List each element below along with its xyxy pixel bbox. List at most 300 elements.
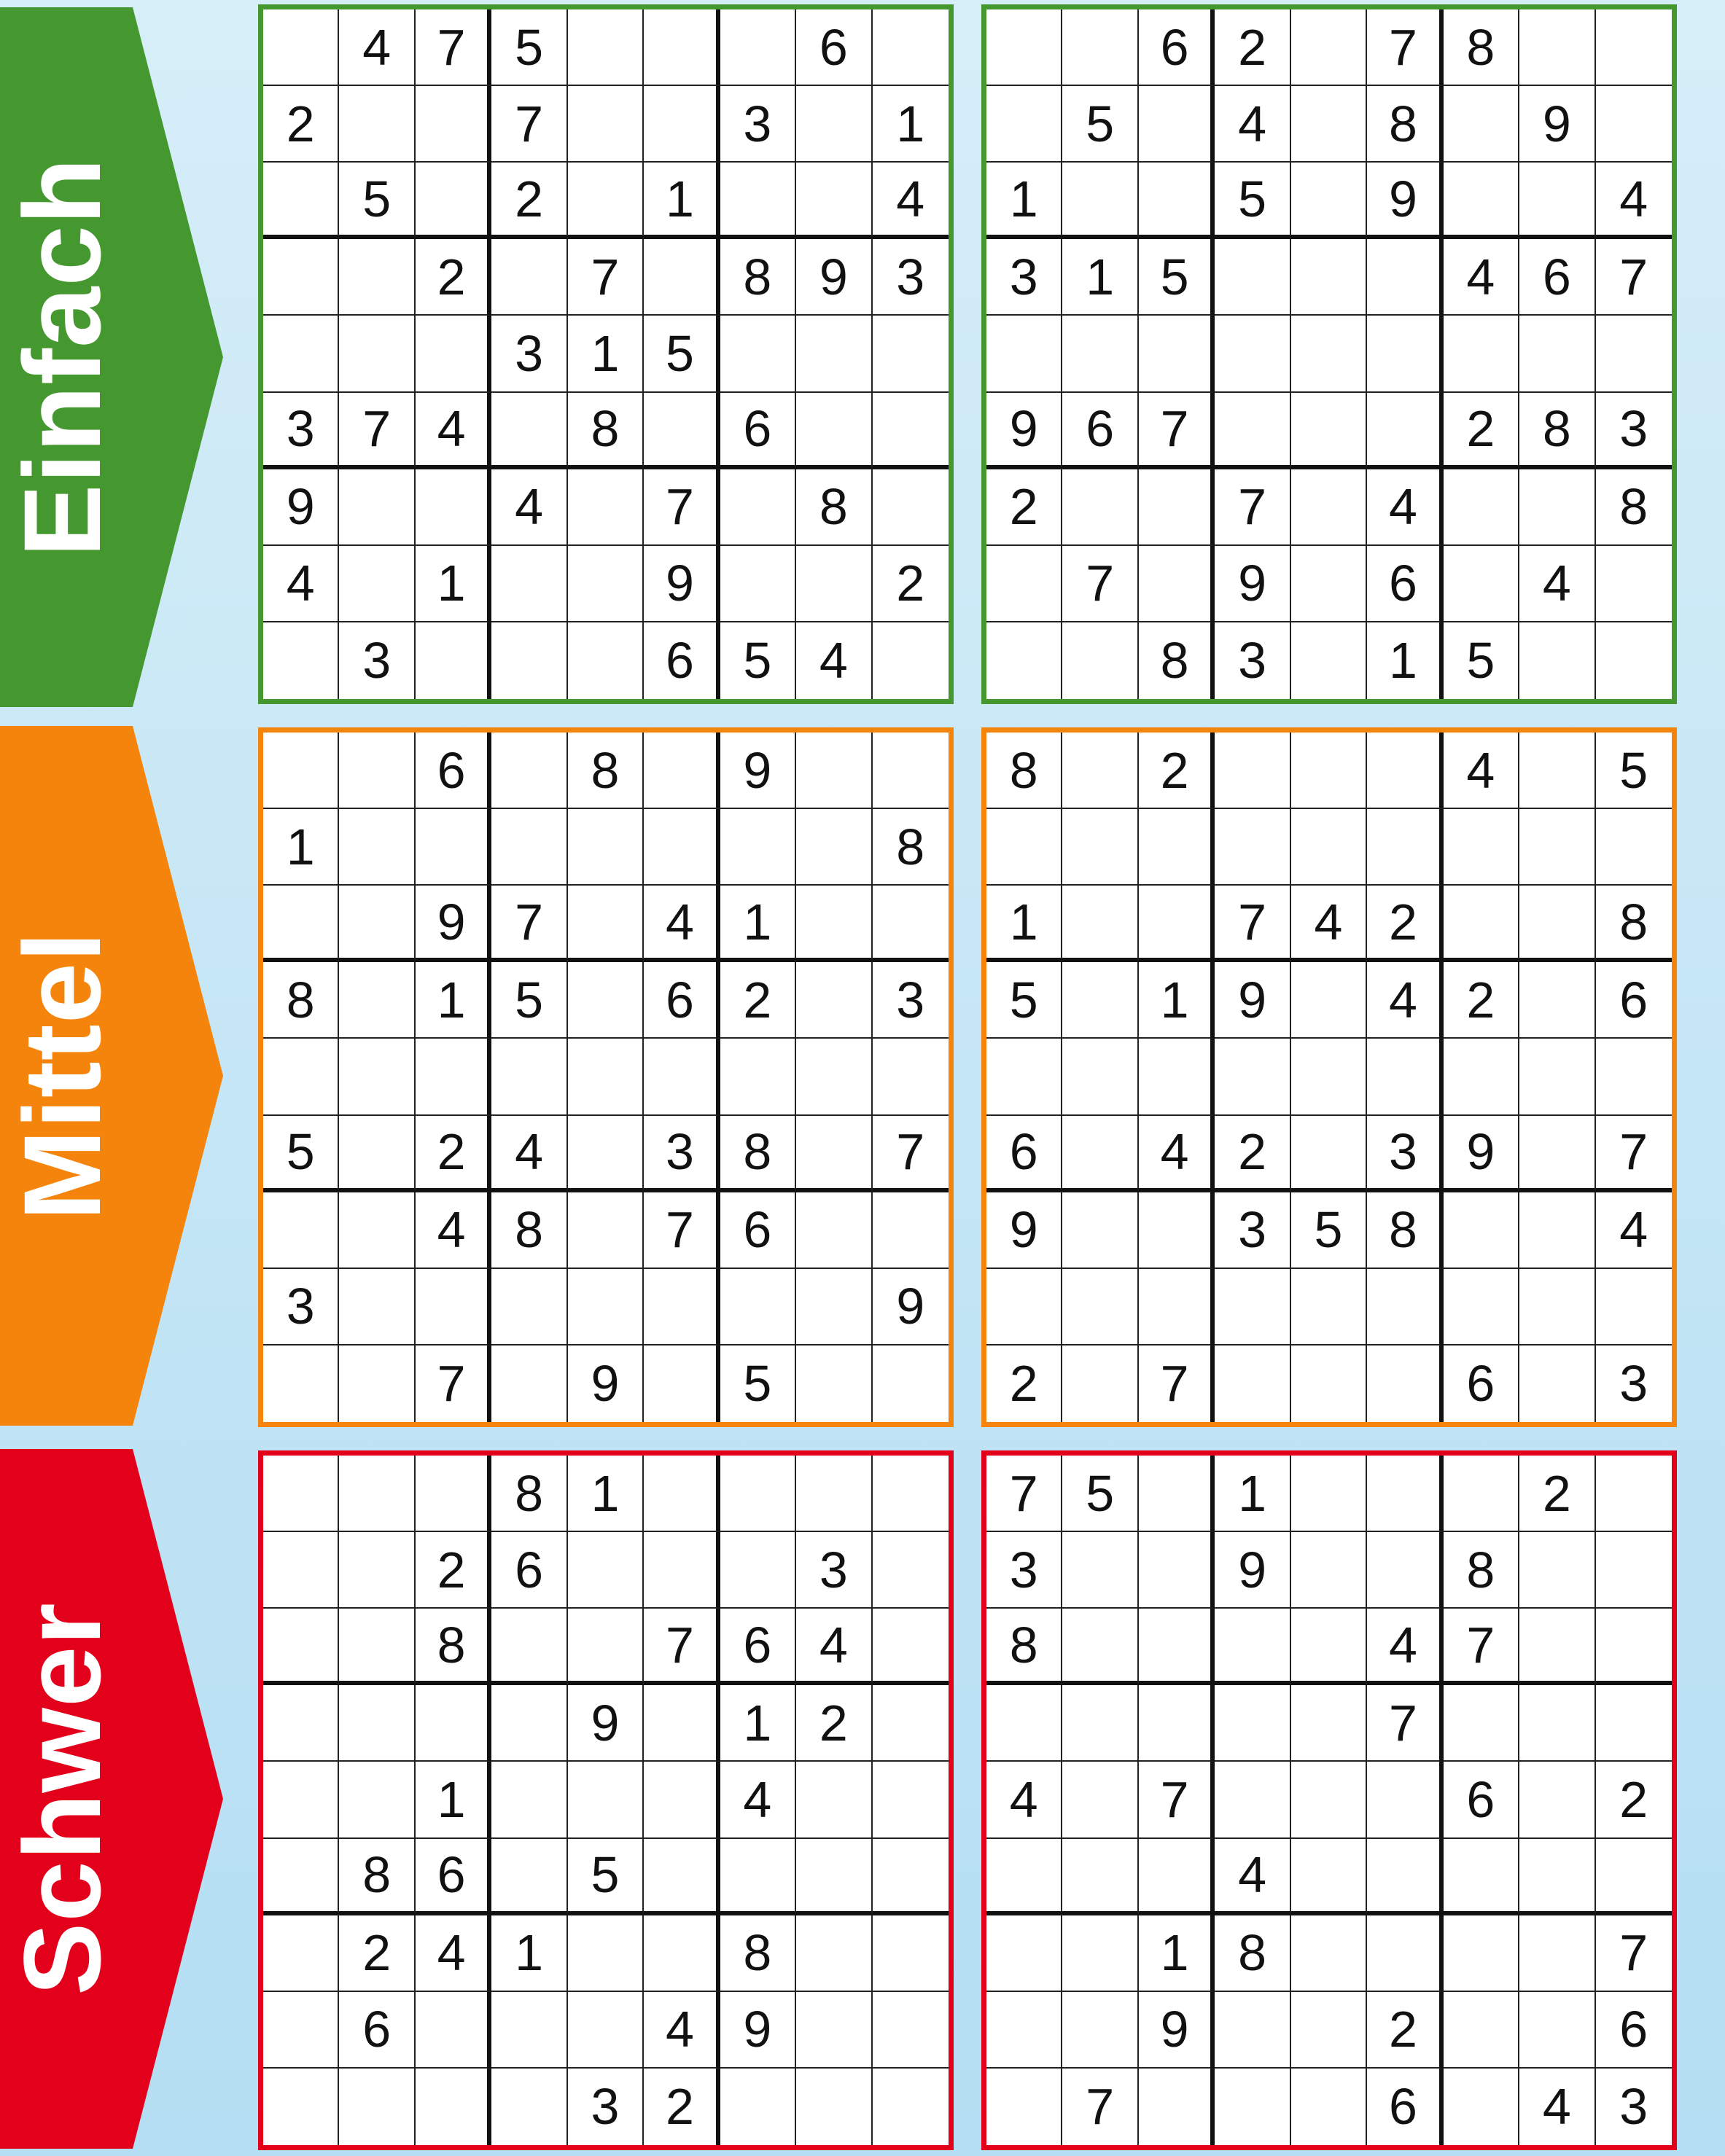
sudoku-cell[interactable]	[1291, 622, 1367, 699]
sudoku-cell[interactable]: 6	[491, 1532, 567, 1609]
sudoku-cell[interactable]: 9	[568, 1345, 644, 1422]
sudoku-cell[interactable]: 4	[796, 1609, 872, 1685]
sudoku-cell[interactable]	[873, 1685, 949, 1762]
sudoku-cell[interactable]	[873, 1839, 949, 1915]
sudoku-cell[interactable]: 1	[986, 163, 1062, 239]
sudoku-cell[interactable]	[720, 1532, 796, 1609]
sudoku-cell[interactable]: 6	[339, 1992, 415, 2069]
sudoku-cell[interactable]	[873, 622, 949, 699]
sudoku-cell[interactable]: 9	[1215, 1532, 1290, 1609]
sudoku-cell[interactable]	[796, 1116, 872, 1192]
sudoku-cell[interactable]	[263, 733, 339, 809]
sudoku-cell[interactable]: 6	[720, 393, 796, 469]
sudoku-cell[interactable]	[1519, 1039, 1595, 1115]
sudoku-cell[interactable]	[644, 1762, 720, 1838]
sudoku-cell[interactable]	[1444, 469, 1519, 546]
sudoku-cell[interactable]: 8	[491, 1192, 567, 1269]
sudoku-cell[interactable]: 5	[339, 163, 415, 239]
sudoku-cell[interactable]: 8	[1596, 469, 1672, 546]
sudoku-cell[interactable]: 3	[339, 622, 415, 699]
sudoku-cell[interactable]: 2	[796, 1685, 872, 1762]
sudoku-cell[interactable]: 9	[644, 546, 720, 622]
sudoku-cell[interactable]	[263, 1039, 339, 1115]
sudoku-cell[interactable]: 6	[720, 1192, 796, 1269]
sudoku-cell[interactable]: 7	[1062, 2069, 1138, 2145]
sudoku-cell[interactable]	[644, 1839, 720, 1915]
sudoku-cell[interactable]	[1062, 316, 1138, 392]
sudoku-cell[interactable]: 4	[1215, 86, 1290, 163]
sudoku-cell[interactable]: 7	[416, 1345, 491, 1422]
sudoku-cell[interactable]	[873, 316, 949, 392]
sudoku-cell[interactable]	[1596, 1532, 1672, 1609]
sudoku-cell[interactable]	[1519, 1192, 1595, 1269]
sudoku-cell[interactable]	[568, 86, 644, 163]
sudoku-cell[interactable]: 1	[568, 316, 644, 392]
sudoku-cell[interactable]	[1139, 546, 1215, 622]
sudoku-cell[interactable]: 4	[796, 622, 872, 699]
sudoku-cell[interactable]: 8	[1367, 86, 1443, 163]
sudoku-cell[interactable]	[1062, 622, 1138, 699]
sudoku-cell[interactable]	[568, 809, 644, 886]
sudoku-cell[interactable]	[1596, 316, 1672, 392]
sudoku-cell[interactable]: 7	[1215, 886, 1290, 962]
sudoku-cell[interactable]	[491, 1039, 567, 1115]
sudoku-cell[interactable]: 1	[1062, 239, 1138, 316]
sudoku-cell[interactable]	[1444, 809, 1519, 886]
sudoku-cell[interactable]	[568, 163, 644, 239]
sudoku-cell[interactable]	[873, 1532, 949, 1609]
sudoku-cell[interactable]: 8	[339, 1839, 415, 1915]
sudoku-cell[interactable]: 7	[1596, 1915, 1672, 1992]
sudoku-cell[interactable]: 7	[1215, 469, 1290, 546]
sudoku-cell[interactable]	[796, 1269, 872, 1345]
sudoku-cell[interactable]	[568, 1039, 644, 1115]
sudoku-cell[interactable]: 3	[644, 1116, 720, 1192]
sudoku-cell[interactable]: 7	[491, 886, 567, 962]
sudoku-cell[interactable]: 8	[720, 1915, 796, 1992]
sudoku-cell[interactable]	[1519, 1762, 1595, 1838]
sudoku-cell[interactable]: 9	[986, 393, 1062, 469]
sudoku-cell[interactable]	[1519, 1992, 1595, 2069]
sudoku-cell[interactable]: 3	[796, 1532, 872, 1609]
sudoku-cell[interactable]: 9	[1367, 163, 1443, 239]
sudoku-cell[interactable]	[416, 622, 491, 699]
sudoku-cell[interactable]	[416, 1992, 491, 2069]
sudoku-cell[interactable]	[796, 886, 872, 962]
sudoku-cell[interactable]	[1596, 1685, 1672, 1762]
sudoku-cell[interactable]	[720, 469, 796, 546]
sudoku-cell[interactable]: 6	[1139, 9, 1215, 86]
sudoku-cell[interactable]: 3	[720, 86, 796, 163]
sudoku-cell[interactable]	[491, 1685, 567, 1762]
sudoku-cell[interactable]: 5	[1062, 86, 1138, 163]
sudoku-cell[interactable]	[491, 1345, 567, 1422]
sudoku-cell[interactable]	[720, 9, 796, 86]
sudoku-cell[interactable]	[644, 239, 720, 316]
sudoku-cell[interactable]	[644, 1456, 720, 1532]
sudoku-cell[interactable]	[1444, 886, 1519, 962]
sudoku-cell[interactable]: 4	[1596, 163, 1672, 239]
sudoku-cell[interactable]: 9	[720, 733, 796, 809]
sudoku-cell[interactable]	[1291, 469, 1367, 546]
sudoku-cell[interactable]	[568, 1915, 644, 1992]
sudoku-cell[interactable]: 5	[1444, 622, 1519, 699]
sudoku-cell[interactable]	[1062, 1685, 1138, 1762]
sudoku-cell[interactable]	[1596, 1456, 1672, 1532]
sudoku-cell[interactable]	[1367, 1915, 1443, 1992]
sudoku-cell[interactable]	[1519, 962, 1595, 1039]
sudoku-cell[interactable]: 1	[263, 809, 339, 886]
sudoku-cell[interactable]	[1519, 1915, 1595, 1992]
sudoku-cell[interactable]: 1	[644, 163, 720, 239]
sudoku-cell[interactable]	[873, 1345, 949, 1422]
sudoku-cell[interactable]	[1139, 1609, 1215, 1685]
sudoku-cell[interactable]	[416, 86, 491, 163]
sudoku-cell[interactable]: 7	[1139, 393, 1215, 469]
sudoku-cell[interactable]	[1062, 1269, 1138, 1345]
sudoku-cell[interactable]	[1444, 1192, 1519, 1269]
sudoku-cell[interactable]	[263, 239, 339, 316]
sudoku-cell[interactable]: 3	[1619, 1355, 1648, 1413]
sudoku-cell[interactable]: 4	[1139, 1116, 1215, 1192]
sudoku-cell[interactable]	[1062, 1992, 1138, 2069]
sudoku-cell[interactable]	[1291, 1116, 1367, 1192]
sudoku-cell[interactable]: 8	[1444, 1532, 1519, 1609]
sudoku-cell[interactable]: 8	[1215, 1915, 1290, 1992]
sudoku-cell[interactable]: 4	[416, 1915, 491, 1992]
sudoku-cell[interactable]: 5	[1062, 1456, 1138, 1532]
sudoku-cell[interactable]	[1519, 733, 1595, 809]
sudoku-cell[interactable]	[1291, 1609, 1367, 1685]
sudoku-cell[interactable]: 6	[986, 1116, 1062, 1192]
sudoku-cell[interactable]	[263, 1685, 339, 1762]
sudoku-cell[interactable]	[1519, 1609, 1595, 1685]
sudoku-cell[interactable]: 3	[263, 1269, 339, 1345]
sudoku-cell[interactable]	[1291, 1345, 1367, 1422]
sudoku-cell[interactable]: 8	[873, 809, 949, 886]
sudoku-cell[interactable]	[1444, 1992, 1519, 2069]
sudoku-cell[interactable]: 7	[644, 469, 720, 546]
sudoku-cell[interactable]: 8	[1139, 622, 1215, 699]
sudoku-cell[interactable]: 3	[1367, 1116, 1443, 1192]
sudoku-cell[interactable]	[1215, 1685, 1290, 1762]
sudoku-cell[interactable]	[1444, 1456, 1519, 1532]
sudoku-cell[interactable]	[1519, 469, 1595, 546]
sudoku-cell[interactable]	[720, 1269, 796, 1345]
sudoku-cell[interactable]	[1444, 86, 1519, 163]
sudoku-cell[interactable]	[1367, 1762, 1443, 1838]
sudoku-cell[interactable]: 8	[416, 1609, 491, 1685]
sudoku-cell[interactable]: 8	[1519, 393, 1595, 469]
sudoku-cell[interactable]: 3	[986, 1532, 1062, 1609]
sudoku-cell[interactable]	[1596, 1269, 1672, 1345]
sudoku-cell[interactable]	[1444, 1039, 1519, 1115]
sudoku-cell[interactable]: 7	[1444, 1609, 1519, 1685]
sudoku-cell[interactable]	[873, 1456, 949, 1532]
sudoku-cell[interactable]	[644, 1345, 720, 1422]
sudoku-cell[interactable]	[796, 809, 872, 886]
sudoku-cell[interactable]: 4	[491, 469, 567, 546]
sudoku-cell[interactable]: 3	[263, 393, 339, 469]
sudoku-cell[interactable]	[644, 1039, 720, 1115]
sudoku-cell[interactable]	[1215, 733, 1290, 809]
sudoku-cell[interactable]	[1215, 809, 1290, 886]
sudoku-cell[interactable]: 5	[720, 622, 796, 699]
sudoku-cell[interactable]	[1139, 469, 1215, 546]
sudoku-cell[interactable]	[796, 86, 872, 163]
sudoku-cell[interactable]	[1519, 1345, 1595, 1422]
sudoku-cell[interactable]	[1062, 962, 1138, 1039]
sudoku-cell[interactable]	[491, 733, 567, 809]
sudoku-cell[interactable]	[986, 2069, 1062, 2145]
sudoku-cell[interactable]: 4	[263, 546, 339, 622]
sudoku-cell[interactable]	[1291, 163, 1367, 239]
sudoku-cell[interactable]	[339, 1762, 415, 1838]
sudoku-cell[interactable]: 7	[1062, 546, 1138, 622]
sudoku-cell[interactable]	[1291, 1039, 1367, 1115]
sudoku-cell[interactable]: 4	[986, 1762, 1062, 1838]
sudoku-cell[interactable]	[491, 393, 567, 469]
sudoku-cell[interactable]: 8	[1444, 9, 1519, 86]
sudoku-cell[interactable]: 4	[644, 1992, 720, 2069]
sudoku-cell[interactable]	[644, 1685, 720, 1762]
sudoku-cell[interactable]	[263, 1456, 339, 1532]
sudoku-cell[interactable]: 7	[644, 1192, 720, 1269]
sudoku-cell[interactable]	[339, 809, 415, 886]
sudoku-cell[interactable]	[568, 1609, 644, 1685]
sudoku-cell[interactable]	[873, 1915, 949, 1992]
sudoku-cell[interactable]	[1519, 886, 1595, 962]
sudoku-cell[interactable]	[1444, 2069, 1519, 2145]
sudoku-cell[interactable]	[986, 86, 1062, 163]
sudoku-cell[interactable]	[1291, 733, 1367, 809]
sudoku-cell[interactable]	[339, 1345, 415, 1422]
sudoku-cell[interactable]: 7	[491, 86, 567, 163]
sudoku-cell[interactable]	[263, 9, 339, 86]
sudoku-cell[interactable]	[339, 86, 415, 163]
sudoku-cell[interactable]	[1291, 1762, 1367, 1838]
sudoku-cell[interactable]	[873, 1609, 949, 1685]
sudoku-cell[interactable]: 4	[416, 1192, 491, 1269]
sudoku-cell[interactable]: 1	[491, 1915, 567, 1992]
sudoku-cell[interactable]	[491, 1992, 567, 2069]
sudoku-cell[interactable]	[1291, 962, 1367, 1039]
sudoku-cell[interactable]	[986, 1915, 1062, 1992]
sudoku-cell[interactable]: 5	[491, 962, 567, 1039]
sudoku-cell[interactable]	[416, 1269, 491, 1345]
sudoku-cell[interactable]: 2	[416, 239, 491, 316]
sudoku-cell[interactable]	[1139, 1839, 1215, 1915]
sudoku-cell[interactable]	[263, 1609, 339, 1685]
sudoku-cell[interactable]	[1367, 1532, 1443, 1609]
sudoku-cell[interactable]: 5	[1215, 163, 1290, 239]
sudoku-cell[interactable]	[986, 9, 1062, 86]
sudoku-cell[interactable]: 2	[491, 163, 567, 239]
sudoku-cell[interactable]	[1062, 1039, 1138, 1115]
sudoku-cell[interactable]	[416, 1685, 491, 1762]
sudoku-cell[interactable]	[263, 886, 339, 962]
sudoku-cell[interactable]	[720, 809, 796, 886]
sudoku-cell[interactable]: 5	[720, 1345, 796, 1422]
sudoku-cell[interactable]	[491, 1609, 567, 1685]
sudoku-cell[interactable]: 7	[1596, 239, 1672, 316]
sudoku-cell[interactable]: 4	[491, 1116, 567, 1192]
sudoku-cell[interactable]	[416, 809, 491, 886]
sudoku-cell[interactable]	[1444, 1685, 1519, 1762]
sudoku-cell[interactable]	[873, 1039, 949, 1115]
sudoku-cell[interactable]	[1291, 2069, 1367, 2145]
sudoku-cell[interactable]	[644, 1269, 720, 1345]
sudoku-cell[interactable]: 7	[568, 239, 644, 316]
sudoku-cell[interactable]	[720, 163, 796, 239]
sudoku-cell[interactable]	[796, 1345, 872, 1422]
sudoku-cell[interactable]: 5	[1596, 733, 1672, 809]
sudoku-cell[interactable]: 2	[1444, 962, 1519, 1039]
sudoku-cell[interactable]	[720, 1456, 796, 1532]
sudoku-cell[interactable]	[263, 1762, 339, 1838]
sudoku-cell[interactable]	[1291, 1456, 1367, 1532]
sudoku-cell[interactable]	[796, 546, 872, 622]
sudoku-cell[interactable]	[1139, 1192, 1215, 1269]
sudoku-cell[interactable]: 1	[416, 546, 491, 622]
sudoku-cell[interactable]: 7	[416, 9, 491, 86]
sudoku-cell[interactable]: 3	[873, 239, 949, 316]
sudoku-cell[interactable]	[491, 2069, 567, 2145]
sudoku-cell[interactable]	[1062, 1839, 1138, 1915]
sudoku-cell[interactable]	[796, 733, 872, 809]
sudoku-cell[interactable]	[873, 886, 949, 962]
sudoku-cell[interactable]: 6	[1596, 962, 1672, 1039]
sudoku-cell[interactable]: 6	[1367, 546, 1443, 622]
sudoku-cell[interactable]: 7	[1139, 1345, 1215, 1422]
sudoku-cell[interactable]	[1139, 886, 1215, 962]
sudoku-cell[interactable]	[416, 1039, 491, 1115]
sudoku-cell[interactable]: 2	[339, 1915, 415, 1992]
sudoku-cell[interactable]	[1519, 316, 1595, 392]
sudoku-cell[interactable]	[644, 9, 720, 86]
sudoku-cell[interactable]: 2	[1215, 1116, 1290, 1192]
sudoku-cell[interactable]	[339, 1116, 415, 1192]
sudoku-cell[interactable]: 7	[986, 1456, 1062, 1532]
sudoku-cell[interactable]: 1	[1215, 1456, 1290, 1532]
sudoku-cell[interactable]	[720, 316, 796, 392]
sudoku-cell[interactable]	[1062, 886, 1138, 962]
sudoku-cell[interactable]: 4	[1215, 1839, 1290, 1915]
sudoku-cell[interactable]	[873, 2069, 949, 2145]
sudoku-cell[interactable]	[263, 1839, 339, 1915]
sudoku-cell[interactable]: 2	[1215, 9, 1290, 86]
sudoku-cell[interactable]	[568, 1269, 644, 1345]
sudoku-cell[interactable]	[1444, 316, 1519, 392]
sudoku-cell[interactable]	[1215, 1992, 1290, 2069]
sudoku-cell[interactable]	[339, 1532, 415, 1609]
sudoku-cell[interactable]	[1062, 1915, 1138, 1992]
sudoku-cell[interactable]: 4	[1291, 886, 1367, 962]
sudoku-cell[interactable]	[1519, 809, 1595, 886]
sudoku-cell[interactable]: 8	[263, 962, 339, 1039]
sudoku-cell[interactable]	[263, 1192, 339, 1269]
sudoku-cell[interactable]	[416, 1456, 491, 1532]
sudoku-cell[interactable]: 4	[1367, 962, 1443, 1039]
sudoku-cell[interactable]: 1	[720, 1685, 796, 1762]
sudoku-cell[interactable]: 3	[1215, 1192, 1290, 1269]
sudoku-cell[interactable]: 8	[986, 733, 1062, 809]
sudoku-cell[interactable]: 1	[1139, 1915, 1215, 1992]
sudoku-cell[interactable]	[339, 1269, 415, 1345]
sudoku-cell[interactable]	[416, 469, 491, 546]
sudoku-cell[interactable]: 4	[1519, 2069, 1595, 2145]
sudoku-cell[interactable]: 5	[263, 1116, 339, 1192]
sudoku-cell[interactable]	[1291, 546, 1367, 622]
sudoku-cell[interactable]	[1519, 1685, 1595, 1762]
sudoku-cell[interactable]: 2	[1519, 1456, 1595, 1532]
sudoku-cell[interactable]	[796, 1839, 872, 1915]
sudoku-cell[interactable]: 7	[644, 1609, 720, 1685]
sudoku-cell[interactable]: 9	[986, 1192, 1062, 1269]
sudoku-cell[interactable]: 6	[1596, 1992, 1672, 2069]
sudoku-cell[interactable]: 4	[720, 1762, 796, 1838]
sudoku-cell[interactable]: 2	[986, 469, 1062, 546]
sudoku-cell[interactable]: 7	[1367, 1685, 1443, 1762]
sudoku-cell[interactable]	[986, 1992, 1062, 2069]
sudoku-cell[interactable]	[1291, 1992, 1367, 2069]
sudoku-cell[interactable]	[873, 469, 949, 546]
sudoku-cell[interactable]: 2	[416, 1532, 491, 1609]
sudoku-cell[interactable]: 1	[873, 86, 949, 163]
sudoku-cell[interactable]	[986, 316, 1062, 392]
sudoku-cell[interactable]: 4	[1367, 1609, 1443, 1685]
sudoku-cell[interactable]: 7	[1596, 1116, 1672, 1192]
sudoku-cell[interactable]: 2	[1444, 393, 1519, 469]
sudoku-cell[interactable]	[1291, 809, 1367, 886]
sudoku-cell[interactable]: 1	[568, 1456, 644, 1532]
sudoku-cell[interactable]	[1139, 1685, 1215, 1762]
sudoku-cell[interactable]	[568, 886, 644, 962]
sudoku-cell[interactable]	[1596, 1039, 1672, 1115]
sudoku-cell[interactable]	[1062, 9, 1138, 86]
sudoku-cell[interactable]: 5	[568, 1839, 644, 1915]
sudoku-cell[interactable]: 3	[1215, 622, 1290, 699]
sudoku-cell[interactable]: 1	[1139, 962, 1215, 1039]
sudoku-cell[interactable]	[1062, 1532, 1138, 1609]
sudoku-cell[interactable]	[1062, 1609, 1138, 1685]
sudoku-cell[interactable]	[796, 163, 872, 239]
sudoku-cell[interactable]	[1596, 809, 1672, 886]
sudoku-cell[interactable]	[263, 1915, 339, 1992]
sudoku-cell[interactable]	[1062, 163, 1138, 239]
sudoku-cell[interactable]	[1444, 1839, 1519, 1915]
sudoku-cell[interactable]: 4	[1519, 546, 1595, 622]
sudoku-cell[interactable]	[796, 1039, 872, 1115]
sudoku-cell[interactable]	[644, 1532, 720, 1609]
sudoku-cell[interactable]	[644, 809, 720, 886]
sudoku-cell[interactable]	[873, 9, 949, 86]
sudoku-cell[interactable]	[1291, 1532, 1367, 1609]
sudoku-cell[interactable]	[796, 1192, 872, 1269]
sudoku-cell[interactable]	[873, 1992, 949, 2069]
sudoku-cell[interactable]	[1062, 1116, 1138, 1192]
sudoku-cell[interactable]	[1519, 9, 1595, 86]
sudoku-cell[interactable]	[491, 622, 567, 699]
sudoku-cell[interactable]	[263, 1532, 339, 1609]
sudoku-cell[interactable]	[568, 1532, 644, 1609]
sudoku-cell[interactable]	[1596, 9, 1672, 86]
sudoku-cell[interactable]	[1519, 1269, 1595, 1345]
sudoku-cell[interactable]	[339, 239, 415, 316]
sudoku-cell[interactable]	[1291, 9, 1367, 86]
sudoku-cell[interactable]	[1139, 809, 1215, 886]
sudoku-cell[interactable]	[1519, 1116, 1595, 1192]
